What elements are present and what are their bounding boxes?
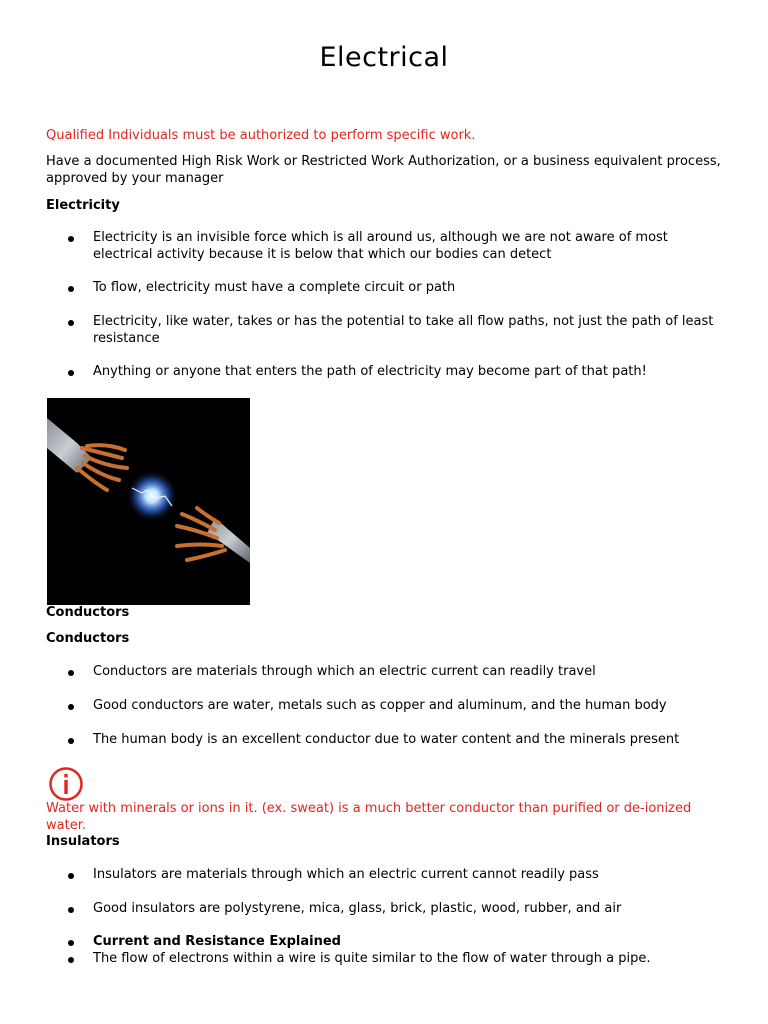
authorization-warning: Qualified Individuals must be authorized to perform specific work. — [46, 128, 476, 143]
electricity-bullet: Electricity, like water, takes or has the potential to take all flow paths, not just the path of least resistance — [93, 314, 714, 346]
bullet-dot — [68, 704, 74, 710]
bullet-dot — [68, 320, 74, 326]
conductors-heading: Conductors — [46, 631, 130, 646]
bullet-dot — [68, 236, 74, 242]
electric-spark-wires-photo — [47, 398, 250, 605]
insulators-bullet: Good insulators are polystyrene, mica, glass, brick, plastic, wood, rubber, and air — [93, 901, 622, 916]
bullet-dot — [68, 957, 74, 963]
conductors-bullet: The human body is an excellent conductor due to water content and the minerals present — [93, 732, 680, 747]
authorization-requirement: Have a documented High Risk Work or Restricted Work Authorization, or a business equivalent process, approved by your manager — [46, 154, 721, 186]
bullet-dot — [68, 286, 74, 292]
bullet-dot — [68, 738, 74, 744]
bullet-dot — [68, 907, 74, 913]
conductors-bullet: Conductors are materials through which an electric current can readily travel — [93, 664, 596, 679]
conductors-bullet: Good conductors are water, metals such as copper and aluminum, and the human body — [93, 698, 667, 713]
current-bullet: The flow of electrons within a wire is quite similar to the flow of water through a pipe. — [93, 951, 651, 966]
info-icon — [48, 766, 84, 802]
insulators-heading: Insulators — [46, 834, 120, 849]
current-heading: Current and Resistance Explained — [93, 934, 341, 949]
bullet-dot — [68, 370, 74, 376]
bullet-dot — [68, 670, 74, 676]
conductors-image-caption: Conductors — [46, 605, 130, 620]
electricity-bullet: To flow, electricity must have a complete circuit or path — [93, 280, 456, 295]
electricity-bullet: Anything or anyone that enters the path of electricity may become part of that path! — [93, 364, 647, 379]
electricity-heading: Electricity — [46, 198, 120, 213]
insulators-bullet: Insulators are materials through which an electric current cannot readily pass — [93, 867, 599, 882]
bullet-dot — [68, 940, 74, 946]
bullet-dot — [68, 873, 74, 879]
conductor-note: Water with minerals or ions in it. (ex. sweat) is a much better conductor than purified or de-ionized water. — [46, 801, 692, 833]
electricity-bullet: Electricity is an invisible force which is all around us, although we are not aware of most electrical activity because it is below that which our bodies can detect — [93, 230, 668, 262]
page-title: Electrical — [319, 42, 449, 73]
